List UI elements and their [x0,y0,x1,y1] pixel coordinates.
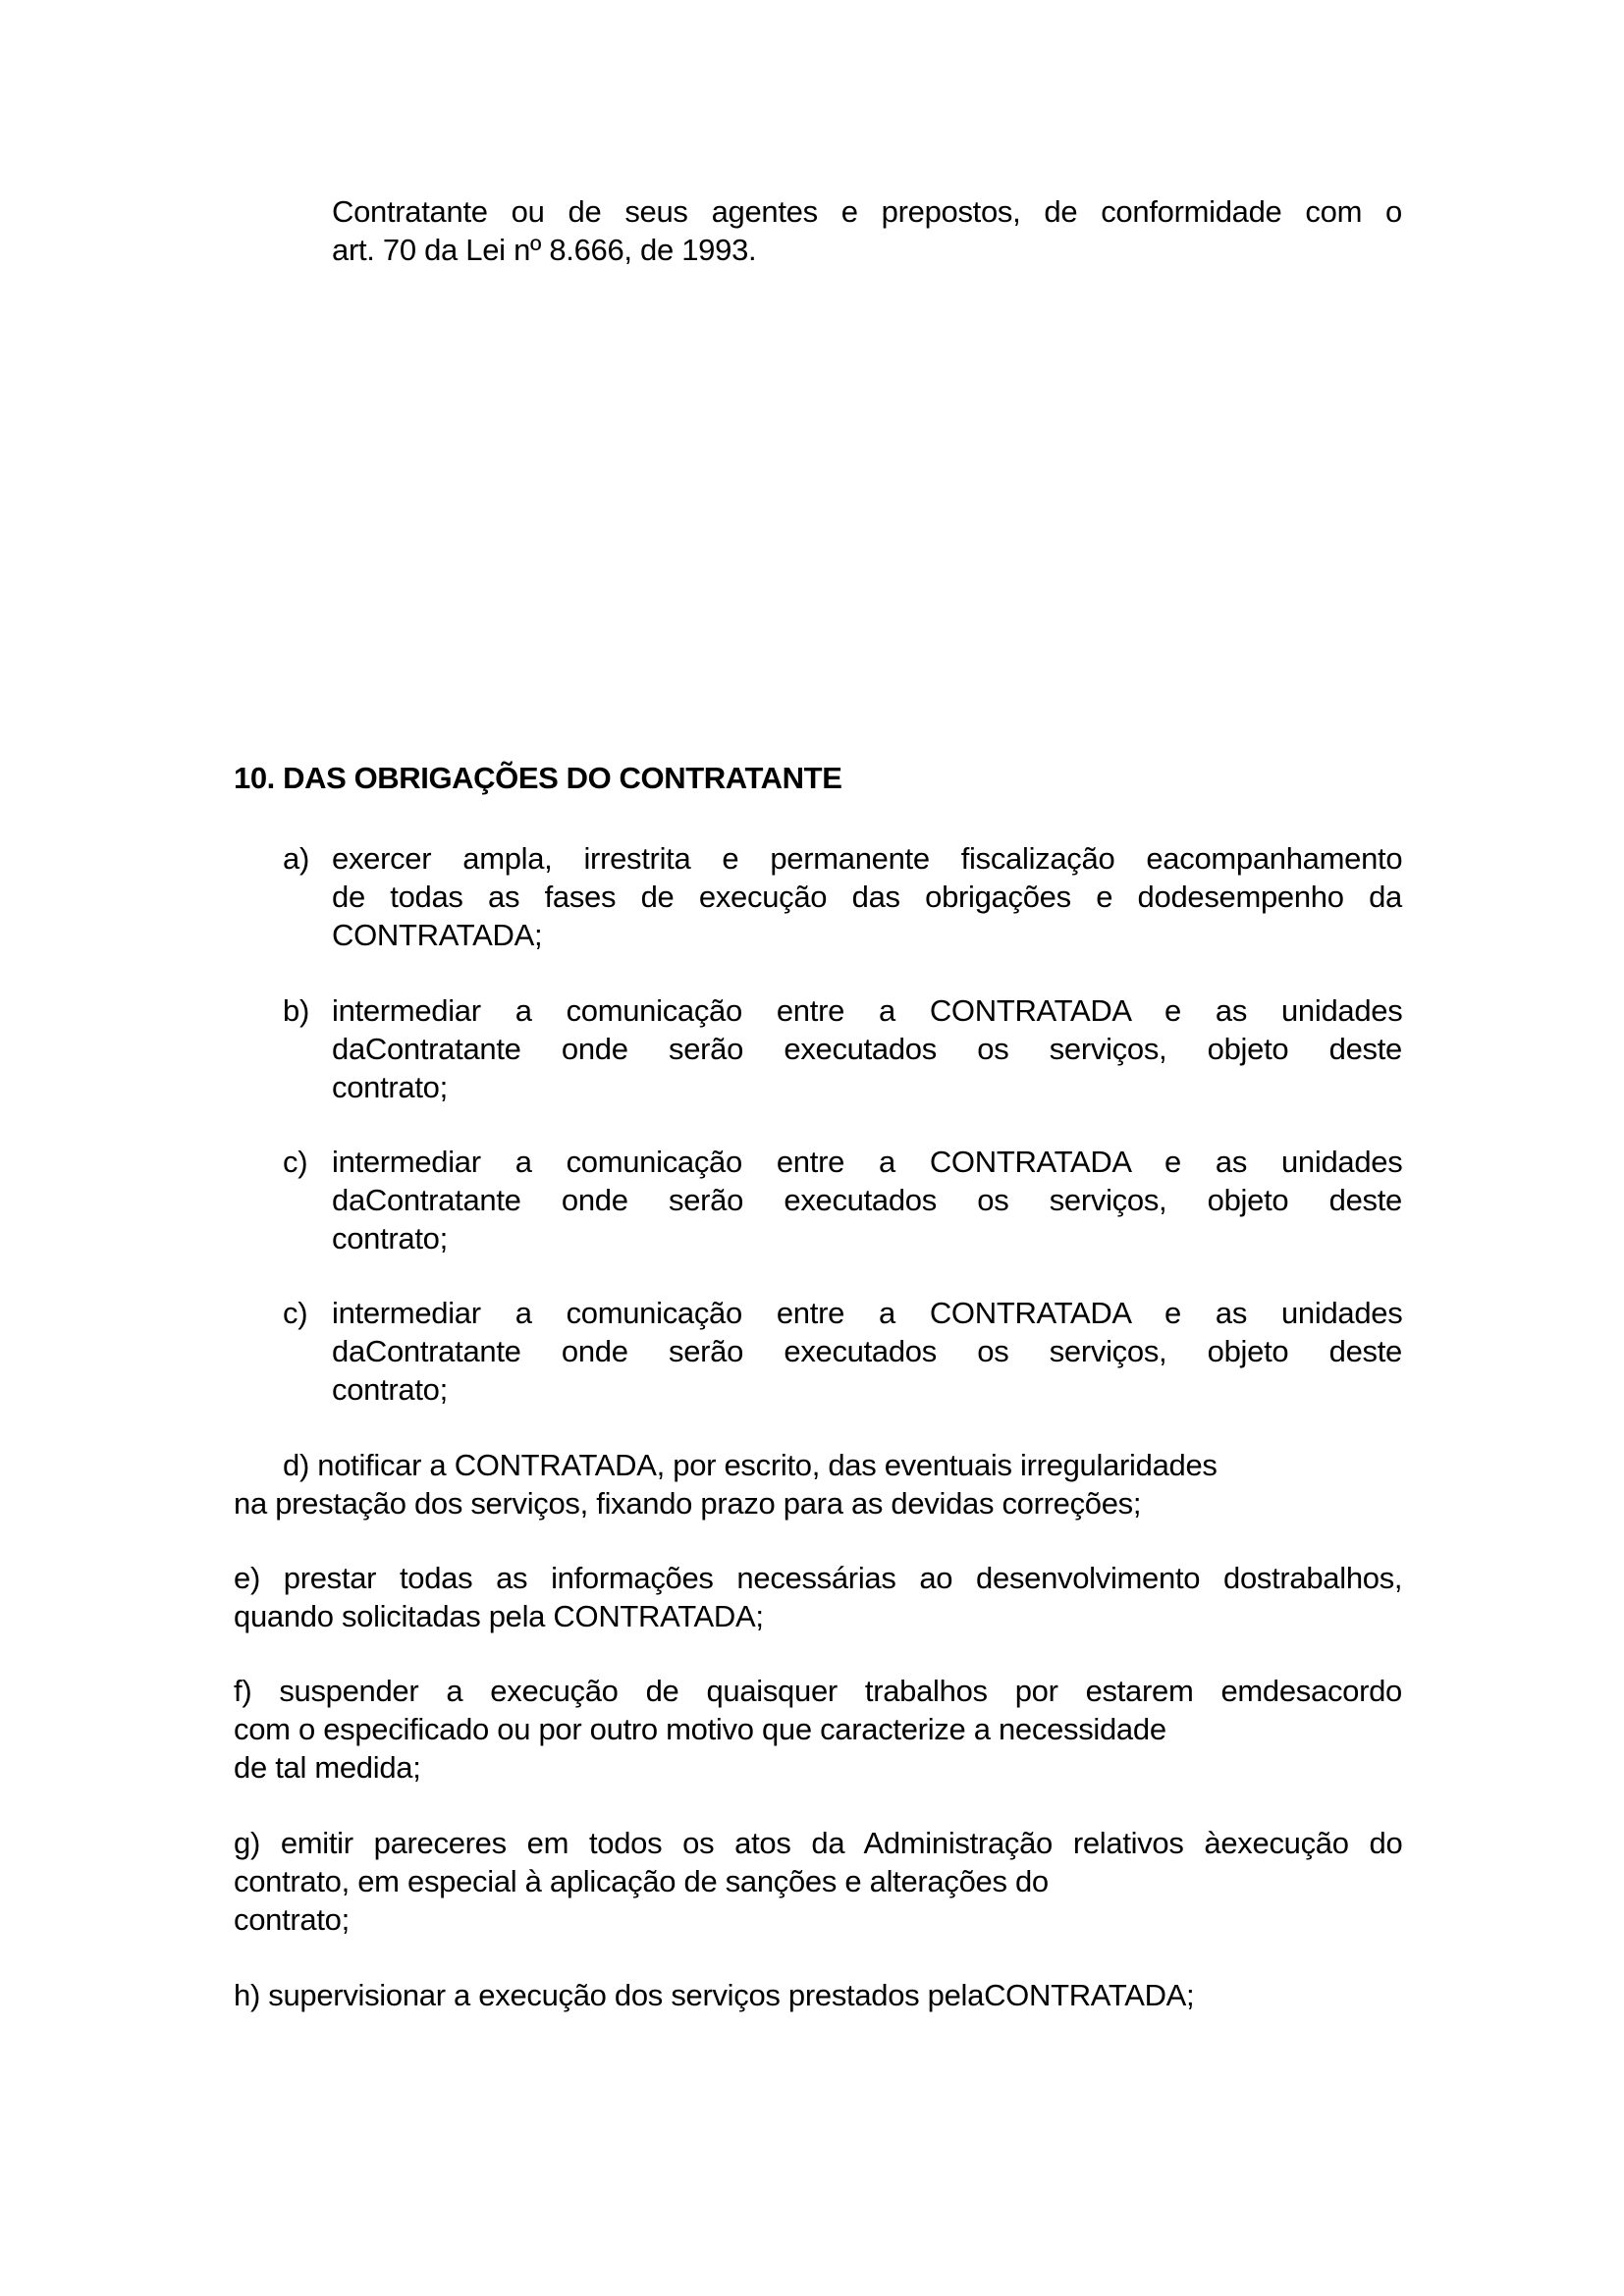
intro-line-2: art. 70 da Lei nº 8.666, de 1993. [332,233,757,267]
list-item-line: daContratante onde serão executados os serviços, objeto deste [332,1334,1402,1368]
list-item-line: daContratante onde serão executados os serviços, objeto deste [332,1183,1402,1217]
list-item-line: de tal medida; [234,1750,421,1785]
list-item-line: g) emitir pareceres em todos os atos da Administração relativos àexecução do [234,1826,1403,1860]
list-item-line: contrato; [234,1902,350,1937]
list-item-line: quando solicitadas pela CONTRATADA; [234,1599,764,1633]
list-item-line: exercer ampla, irrestrita e permanente fiscalização eacompanhamento [332,841,1403,876]
list-item-e [234,1559,1402,1635]
list-item-line: d) notificar a CONTRATADA, por escrito, das eventuais irregularidades [283,1448,1218,1482]
list-item-line: contrato; [332,1070,448,1104]
list-item-label: a) [283,841,309,876]
list-item-label: b) [283,993,309,1028]
list-item-line: na prestação dos serviços, fixando prazo para as devidas correções; [234,1486,1142,1521]
list-item-g [234,1824,1402,1939]
list-item-d [234,1446,1402,1522]
list-item-line: com o especificado ou por outro motivo que caracterize a necessidade [234,1712,1166,1746]
list-item-f [234,1672,1402,1787]
list-item-line: f) suspender a execução de quaisquer trabalhos por estarem emdesacordo [234,1674,1402,1708]
list-item-line: h) supervisionar a execução dos serviços prestados pelaCONTRATADA; [234,1978,1195,2012]
list-item-line: CONTRATADA; [332,918,543,952]
list-item-line: contrato; [332,1221,448,1255]
list-item-label: c) [283,1145,308,1179]
list-item-label: c) [283,1296,308,1330]
intro-line-1: Contratante ou de seus agentes e prepostos, de conformidade com o [332,194,1402,229]
list-item-line: intermediar a comunicação entre a CONTRATADA e as unidades [332,1145,1403,1179]
list-item-line: de todas as fases de execução das obrigações e dodesempenho da [332,880,1402,914]
list-item-line: intermediar a comunicação entre a CONTRATADA e as unidades [332,1296,1403,1330]
list-item-line: e) prestar todas as informações necessárias ao desenvolvimento dostrabalhos, [234,1561,1403,1595]
list-item-line: intermediar a comunicação entre a CONTRATADA e as unidades [332,993,1403,1028]
section-heading: 10. DAS OBRIGAÇÕES DO CONTRATANTE [234,761,842,795]
list-item-line: contrato, em especial à aplicação de sanções e alterações do [234,1864,1049,1898]
list-item-h [234,1976,1402,2014]
list-item-line: daContratante onde serão executados os serviços, objeto deste [332,1032,1402,1066]
list-item-line: contrato; [332,1372,448,1407]
intro-paragraph [332,192,1402,269]
